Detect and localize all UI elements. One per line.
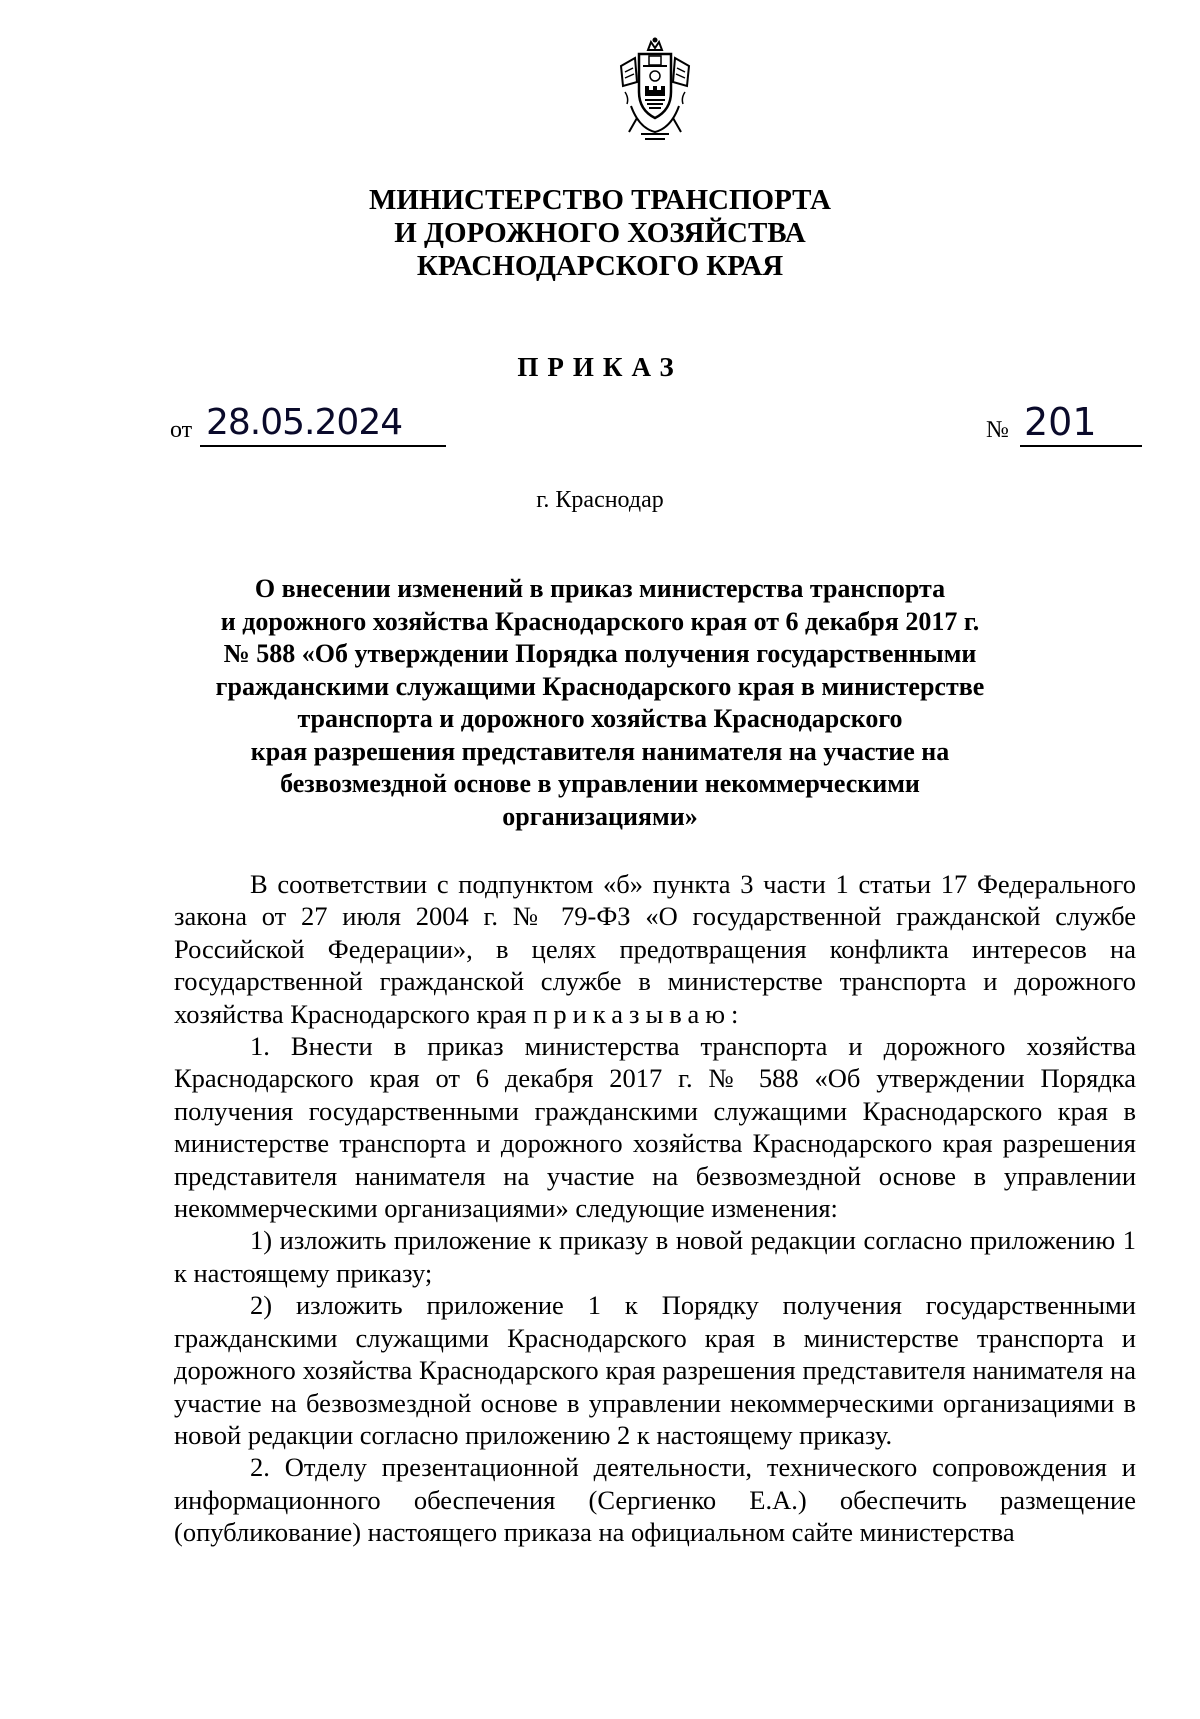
ministry-line-1: МИНИСТЕРСТВО ТРАНСПОРТА [369, 184, 831, 216]
ministry-line-3: КРАСНОДАРСКОГО КРАЯ [416, 250, 784, 282]
subject-line: безвозмездной основе в управлении некоммерческими [280, 769, 920, 798]
subject-line: организациями» [502, 801, 698, 831]
subject-line: гражданскими служащими Краснодарского края в министерстве [215, 671, 985, 701]
item-2-paragraph: 2. Отделу презентационной деятельности, технического сопровождения и информационного обеспечения (Сергиенко Е.А.) обеспечить размещение (опубликование) настоящего приказа на официальном сайте министерства [174, 1452, 1136, 1548]
order-date [170, 398, 440, 450]
ministry-line-2: И ДОРОЖНОГО ХОЗЯЙСТВА [394, 217, 806, 249]
item-1-1-paragraph: 1) изложить приложение к приказу в новой редакции согласно приложению 1 к настоящему приказу; [174, 1225, 1136, 1288]
subject-line: О внесении изменений в приказ министерства транспорта [254, 574, 946, 603]
subject-line: транспорта и дорожного хозяйства Краснодарского [297, 704, 903, 733]
ministry-name [0, 184, 1200, 283]
coat-of-arms-icon [615, 36, 695, 144]
date-value-handwritten: 28.05.2024 [200, 401, 446, 447]
preamble-command: приказываю: [533, 998, 745, 1029]
number-value-handwritten: 201 [1020, 399, 1142, 447]
order-body [174, 868, 1136, 1549]
item-1-paragraph: 1. Внести в приказ министерства транспорта и дорожного хозяйства Краснодарского края от 6 декабря 2017 г. № 588 «Об утверждении Порядка получения государственными гражданскими служащими Краснодарского края в министерстве транспорта и дорожного хозяйства Краснодарского края разрешения представителя нанимателя на участие на безвозмездной основе в управлении некоммерческими организациями» следующие изменения: [174, 1031, 1136, 1224]
number-prefix: № [986, 417, 1009, 443]
order-subject [150, 573, 1050, 833]
preamble-text: В соответствии с подпунктом «б» пункта 3 части 1 статьи 17 Федерального закона от 27 июля 2004 г. № 79-ФЗ «О государственной гражданской службе Российской Федерации», в целях предотвращения конфликта интересов на государственной гражданской службе в министерстве транспорта и дорожного хозяйства Краснодарского края [174, 869, 1136, 1029]
subject-line: № 588 «Об утверждении Порядка получения государственными [223, 639, 977, 668]
preamble-paragraph [174, 868, 1136, 1030]
order-title: ПРИКАЗ [517, 352, 683, 382]
subject-line: и дорожного хозяйства Краснодарского края от 6 декабря 2017 г. [220, 606, 980, 636]
date-prefix: от [170, 417, 193, 443]
order-number [986, 398, 1138, 450]
subject-line: края разрешения представителя нанимателя на участие на [250, 736, 950, 766]
city: г. Краснодар [536, 487, 664, 513]
item-1-2-paragraph: 2) изложить приложение 1 к Порядку получения государственными гражданскими служащими Краснодарского края в министерстве транспорта и дорожного хозяйства Краснодарского края разрешения представителя нанимателя на участие на безвозмездной основе в управлении некоммерческими организациями в новой редакции согласно приложению 2 к настоящему приказу. [174, 1290, 1136, 1450]
